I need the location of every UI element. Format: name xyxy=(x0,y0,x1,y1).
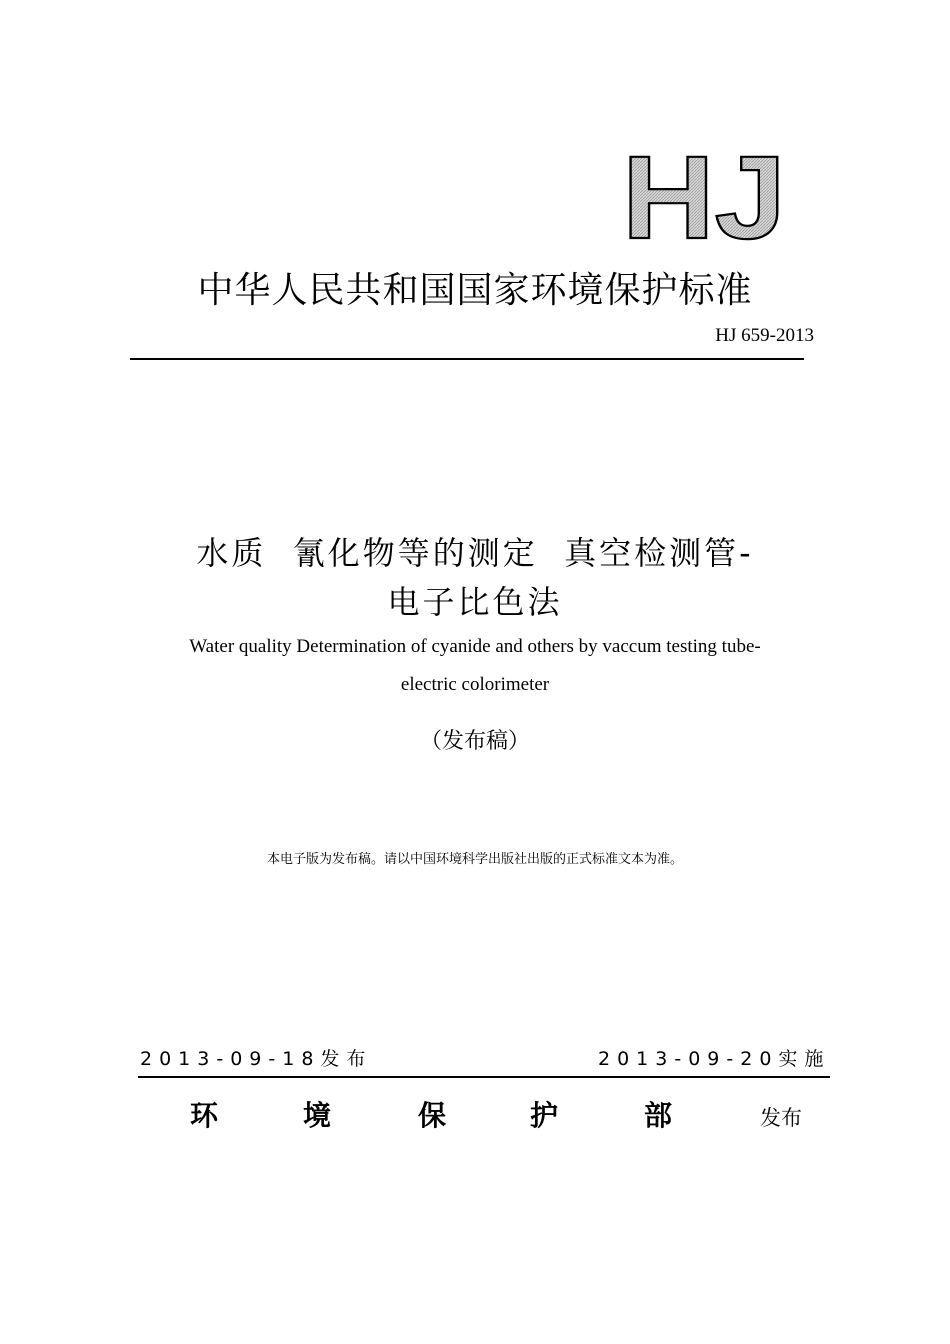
title-cn-line1: 水质 氰化物等的测定 真空检测管- xyxy=(196,534,754,572)
issuer-char-2: 境 xyxy=(303,1099,332,1132)
standard-category xyxy=(0,262,950,313)
issuer-char-5: 部 xyxy=(644,1099,673,1132)
title-en-line2: electric colorimeter xyxy=(400,674,550,695)
issuer-char-3: 保 xyxy=(418,1099,447,1132)
standard-code: HJ 659-2013 xyxy=(715,325,814,346)
draft-status: （发布稿） xyxy=(419,729,530,754)
hj-logo-text: HJ xyxy=(622,148,786,244)
implement-date: 2013-09-20实施 xyxy=(598,1048,831,1070)
edition-notice: 本电子版为发布稿。请以中国环境科学出版社出版的正式标准文本为准。 xyxy=(266,852,683,867)
footer-divider xyxy=(138,1076,830,1078)
title-cn-line2: 电子比色法 xyxy=(387,583,563,621)
header-divider xyxy=(130,358,804,360)
issuer-char-4: 护 xyxy=(530,1099,559,1132)
issuer-char-1: 环 xyxy=(190,1099,219,1132)
standard-category-text: 中华人民共和国国家环境保护标准 xyxy=(197,270,753,311)
hj-logo xyxy=(622,148,792,244)
issuer-suffix: 发布 xyxy=(760,1106,802,1130)
issue-date: 2013-09-18发布 xyxy=(140,1048,373,1070)
title-en-line1: Water quality Determination of cyanide and others by vaccum testing tube- xyxy=(189,636,761,657)
